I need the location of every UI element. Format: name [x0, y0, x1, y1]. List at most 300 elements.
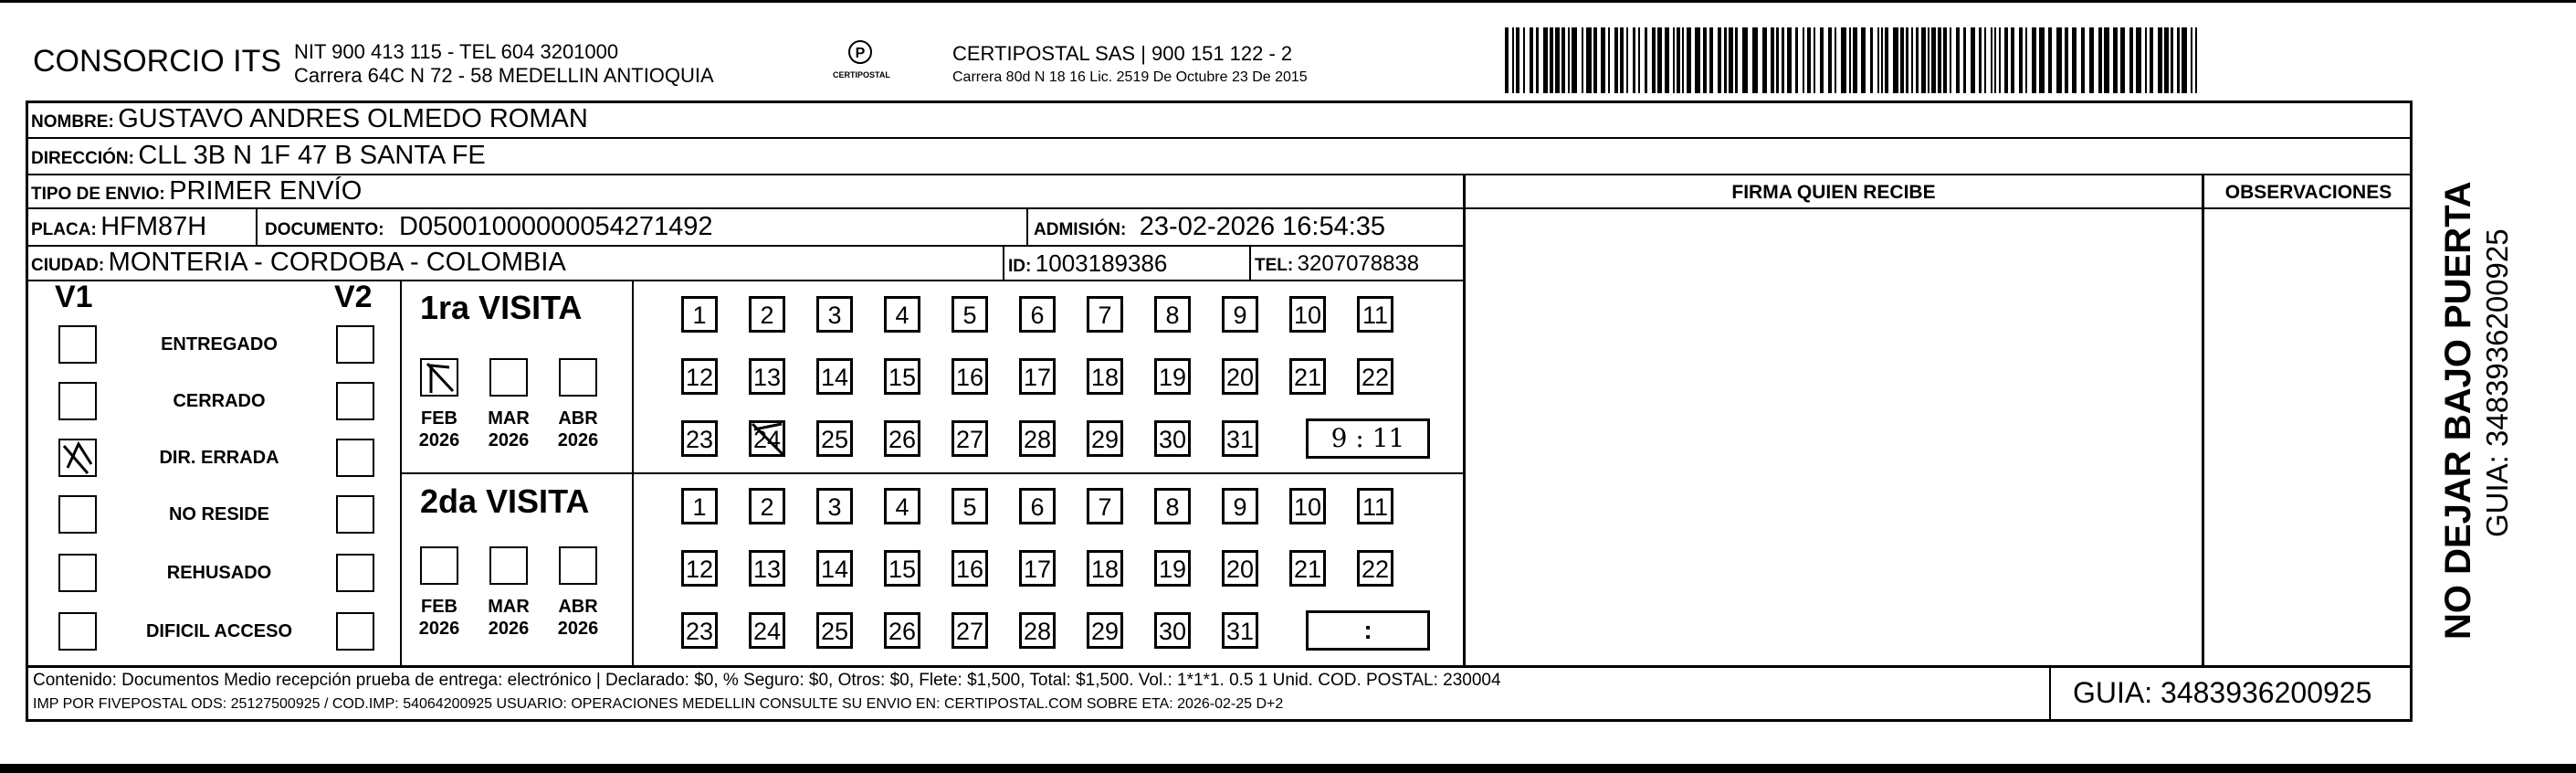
barcode-bar: [1835, 27, 1836, 93]
day-number: 30: [1158, 618, 1187, 645]
observations-header: OBSERVACIONES: [2224, 182, 2392, 203]
tel-row: [1255, 251, 1419, 277]
day-box[interactable]: [1289, 296, 1326, 333]
day-number: 28: [1023, 618, 1052, 645]
day-box[interactable]: [1289, 550, 1326, 587]
status-label: CERRADO: [173, 391, 266, 411]
day-number: 27: [955, 426, 984, 453]
day-box[interactable]: [884, 488, 920, 524]
col-line: [1003, 245, 1004, 280]
barcode-bar: [1979, 27, 1982, 93]
day-box[interactable]: [749, 488, 785, 524]
day-number: 21: [1293, 556, 1322, 583]
day-number: 10: [1293, 302, 1322, 329]
second-visit-time-sep: :: [1363, 616, 1372, 644]
plate-label: PLACA:: [31, 220, 97, 239]
barcode-bar: [1645, 27, 1647, 93]
check-mark-icon: [749, 420, 787, 459]
barcode-bar: [1861, 27, 1866, 93]
day-box[interactable]: [1357, 550, 1393, 587]
barcode-bar: [1695, 27, 1700, 93]
day-box[interactable]: [749, 296, 785, 333]
day-number: 24: [752, 426, 782, 453]
day-box[interactable]: [952, 358, 988, 395]
barcode-bar: [2158, 27, 2162, 93]
send-type-row: [31, 176, 362, 206]
day-number: 21: [1293, 364, 1322, 391]
barcode-bar: [1735, 27, 1738, 93]
footer-line2: IMP POR FIVEPOSTAL ODS: 25127500925 / COD.IMP: 54064200925 USUARIO: OPERACIONES MEDELLIN CONSULTE SU ENVIO EN: CERTIPOSTAL.COM SOBRE ETA: 2026-02-25 D+2: [33, 696, 1284, 712]
day-number: 20: [1225, 364, 1255, 391]
day-box[interactable]: [884, 612, 920, 649]
day-box[interactable]: [1154, 550, 1191, 587]
barcode-bar: [1752, 27, 1758, 93]
v1-label: V1: [55, 280, 93, 314]
month-name: MAR: [488, 408, 530, 429]
v1-checkbox[interactable]: [58, 439, 97, 477]
barcode-bar: [1516, 27, 1519, 93]
day-number: 18: [1090, 556, 1120, 583]
day-box[interactable]: [1154, 488, 1191, 524]
col-line: [2049, 665, 2051, 722]
second-visit-time-box[interactable]: [1306, 610, 1430, 651]
day-box[interactable]: [1289, 488, 1326, 524]
barcode-bar: [1877, 27, 1879, 93]
barcode-bar: [1776, 27, 1779, 93]
day-number: 18: [1090, 364, 1120, 391]
name-value: GUSTAVO ANDRES OLMEDO ROMAN: [118, 104, 588, 133]
day-number: 11: [1362, 302, 1389, 329]
row-line: [26, 137, 2413, 139]
day-number: 17: [1023, 364, 1052, 391]
barcode-bar: [1555, 27, 1560, 93]
barcode-bar: [2145, 27, 2147, 93]
day-box[interactable]: [816, 358, 853, 395]
day-box[interactable]: [1222, 612, 1258, 649]
day-box[interactable]: [1019, 488, 1056, 524]
barcode-bar: [1536, 27, 1539, 93]
id-row: [1008, 249, 1167, 278]
footer-line1: Contenido: Documentos Medio recepción prueba de entrega: electrónico | Declarado: $0, % Seguro: $0, Otros: $0, Flete: $1,500, Total: $1,500. Vol.: 1*1*1. 0.5 1 Unid. COD. POSTAL: 230004: [33, 671, 1501, 690]
row-line: [400, 472, 1465, 474]
day-box[interactable]: [1154, 296, 1191, 333]
barcode-bar: [1620, 27, 1624, 93]
day-number: 15: [888, 556, 917, 583]
day-number: 11: [1362, 493, 1389, 521]
barcode-bar: [2025, 27, 2027, 93]
barcode-bar: [2098, 27, 2102, 93]
barcode-bar: [2089, 27, 2094, 93]
month-checkbox[interactable]: [420, 358, 458, 397]
day-number: 26: [888, 426, 917, 453]
document-label: DOCUMENTO:: [265, 220, 384, 239]
day-box[interactable]: [1019, 550, 1056, 587]
barcode-bar: [2019, 27, 2023, 93]
barcode-bar: [1950, 27, 1951, 93]
document-value: D05001000000054271492: [399, 212, 713, 241]
barcode-bar: [1593, 27, 1597, 93]
day-number: 24: [752, 618, 782, 645]
day-number: 19: [1158, 364, 1187, 391]
month-year: 2026: [557, 619, 599, 639]
barcode-bar: [1543, 27, 1548, 93]
barcode-bar: [2113, 27, 2118, 93]
day-box[interactable]: [816, 488, 853, 524]
day-box[interactable]: [749, 358, 785, 395]
day-box[interactable]: [1019, 612, 1056, 649]
day-box[interactable]: [1087, 488, 1123, 524]
day-box[interactable]: [1019, 420, 1056, 457]
v1-checkbox[interactable]: [58, 382, 97, 420]
day-box[interactable]: [1154, 420, 1191, 457]
address-value: CLL 3B N 1F 47 B SANTA FE: [138, 141, 486, 170]
month-label: [551, 408, 605, 451]
logo: [833, 38, 888, 93]
day-number: 26: [888, 618, 917, 645]
barcode-bar: [1916, 27, 1919, 93]
check-mark-icon: [422, 360, 458, 397]
status-label: DIR. ERRADA: [159, 448, 279, 468]
barcode-bar: [2081, 27, 2085, 93]
barcode-bar: [2171, 27, 2173, 93]
month-year: 2026: [418, 619, 460, 639]
day-number: 29: [1090, 426, 1120, 453]
day-box[interactable]: [681, 550, 718, 587]
day-box[interactable]: [681, 358, 718, 395]
day-number: 25: [820, 618, 849, 645]
month-checkbox[interactable]: [559, 546, 597, 585]
v2-checkbox[interactable]: [336, 612, 374, 651]
row-line: [1463, 207, 2413, 209]
top-rule: [0, 0, 2576, 3]
admission-value: 23-02-2026 16:54:35: [1139, 212, 1386, 241]
day-box[interactable]: [952, 612, 988, 649]
barcode-bar: [1803, 27, 1804, 93]
status-label: NO RESIDE: [168, 504, 270, 524]
day-box[interactable]: [952, 550, 988, 587]
day-box[interactable]: [816, 612, 853, 649]
barcode-bar: [1787, 27, 1792, 93]
day-number: 12: [685, 364, 714, 391]
day-box[interactable]: [749, 420, 785, 457]
barcode-bar: [1550, 27, 1553, 93]
day-box[interactable]: [884, 550, 920, 587]
row-line: [26, 280, 1465, 281]
day-number: 23: [685, 618, 714, 645]
day-box[interactable]: [1019, 296, 1056, 333]
v1-checkbox[interactable]: [58, 612, 97, 651]
barcode-bar: [1771, 27, 1774, 93]
v1-checkbox[interactable]: [58, 554, 97, 592]
svg-text:P: P: [855, 46, 866, 61]
barcode-bar: [1921, 27, 1926, 93]
barcode-bar: [2011, 27, 2014, 93]
barcode-bar: [1762, 27, 1767, 93]
day-box[interactable]: [1087, 550, 1123, 587]
day-box[interactable]: [1289, 358, 1326, 395]
barcode-bar: [1729, 27, 1733, 93]
day-number: 23: [685, 426, 714, 453]
day-number: 6: [1030, 493, 1045, 521]
col-line: [256, 208, 258, 245]
day-number: 1: [692, 302, 707, 329]
barcode-bar: [2104, 27, 2109, 93]
v1-checkbox[interactable]: [58, 325, 97, 364]
barcode-bar: [1582, 27, 1583, 93]
day-box[interactable]: [1357, 358, 1393, 395]
name-row: [31, 104, 588, 134]
day-number: 12: [685, 556, 714, 583]
day-box[interactable]: [884, 358, 920, 395]
barcode-bar: [2039, 27, 2045, 93]
v1-checkbox[interactable]: [58, 495, 97, 534]
barcode-bar: [2150, 27, 2153, 93]
day-number: 14: [820, 364, 849, 391]
day-number: 7: [1098, 302, 1112, 329]
month-label: [481, 596, 536, 640]
tel-value: 3207078838: [1297, 251, 1420, 276]
logo-text: CERTIPOSTAL: [833, 70, 890, 79]
day-number: 3: [827, 493, 842, 521]
barcode-bar: [1677, 27, 1680, 93]
v2-checkbox[interactable]: [336, 382, 374, 420]
day-box[interactable]: [1087, 358, 1123, 395]
barcode-bar: [1682, 27, 1684, 93]
day-number: 22: [1361, 364, 1390, 391]
no-dejar-text: NO DEJAR BAJO PUERTA: [2438, 181, 2478, 640]
day-number: 14: [820, 556, 849, 583]
col-line: [1249, 245, 1251, 280]
barcode-bar: [1906, 27, 1908, 93]
barcode-bar: [1673, 27, 1675, 93]
day-box[interactable]: [952, 420, 988, 457]
v2-checkbox[interactable]: [336, 439, 374, 477]
barcode-bar: [2191, 27, 2192, 93]
barcode-bar: [1828, 27, 1832, 93]
day-box[interactable]: [1222, 420, 1258, 457]
city-row: [31, 248, 566, 278]
day-box[interactable]: [1222, 550, 1258, 587]
sender-name: CONSORCIO ITS: [33, 44, 282, 79]
barcode-bar: [1687, 27, 1691, 93]
month-name: FEB: [421, 597, 457, 617]
id-label: ID:: [1008, 257, 1032, 276]
barcode-bar: [1586, 27, 1592, 93]
footer-guide-box: GUIA: 3483936200925: [2073, 676, 2372, 709]
month-name: ABR: [558, 408, 598, 429]
day-box[interactable]: [884, 296, 920, 333]
barcode-bar: [2182, 27, 2187, 93]
plate-value: HFM87H: [100, 212, 207, 241]
barcode-bar: [1971, 27, 1975, 93]
address-row: [31, 141, 486, 171]
barcode-bar: [1900, 27, 1904, 93]
barcode-bar: [1561, 27, 1565, 93]
month-checkbox[interactable]: [420, 546, 458, 585]
day-box[interactable]: [1222, 358, 1258, 395]
barcode-bar: [1709, 27, 1713, 93]
day-number: 13: [752, 364, 782, 391]
day-number: 8: [1165, 302, 1180, 329]
address-label: DIRECCIÓN:: [31, 149, 134, 168]
day-box[interactable]: [1222, 296, 1258, 333]
barcode-bar: [1614, 27, 1618, 93]
month-name: FEB: [421, 408, 457, 429]
col-line: [1026, 208, 1028, 245]
day-number: 27: [955, 618, 984, 645]
barcode-bar: [1652, 27, 1656, 93]
day-number: 5: [962, 302, 977, 329]
day-number: 5: [962, 493, 977, 521]
day-box[interactable]: [1222, 488, 1258, 524]
first-visit-time-box[interactable]: [1306, 418, 1430, 459]
day-box[interactable]: [1154, 358, 1191, 395]
id-value: 1003189386: [1035, 249, 1168, 277]
v2-checkbox[interactable]: [336, 554, 374, 592]
barcode-bar: [1657, 27, 1662, 93]
barcode-bar: [2065, 27, 2068, 93]
barcode-bar: [1505, 27, 1509, 93]
barcode-bar: [1568, 27, 1570, 93]
side-guide-text: GUIA: 3483936200925: [2480, 228, 2514, 537]
month-checkbox[interactable]: [489, 546, 528, 585]
day-box[interactable]: [681, 488, 718, 524]
bottom-rule: [0, 764, 2576, 773]
day-number: 3: [827, 302, 842, 329]
barcode-bar: [1893, 27, 1898, 93]
barcode-bar: [1626, 27, 1628, 93]
v2-checkbox[interactable]: [336, 495, 374, 534]
day-box[interactable]: [816, 296, 853, 333]
row-line: [26, 665, 2413, 668]
document-row: [265, 212, 713, 242]
day-number: 31: [1225, 426, 1255, 453]
day-box[interactable]: [952, 296, 988, 333]
day-box[interactable]: [681, 420, 718, 457]
city-value: MONTERIA - CORDOBA - COLOMBIA: [108, 248, 566, 277]
first-visit-time-sep: :: [1355, 423, 1364, 453]
day-number: 20: [1225, 556, 1255, 583]
carrier-line1: CERTIPOSTAL SAS | 900 151 122 - 2: [952, 42, 1293, 65]
barcode-bar: [1572, 27, 1577, 93]
day-box[interactable]: [1154, 612, 1191, 649]
day-number: 9: [1233, 302, 1247, 329]
barcode-bar: [1814, 27, 1815, 93]
barcode: [1505, 27, 2201, 93]
barcode-bar: [1943, 27, 1947, 93]
month-year: 2026: [488, 619, 530, 639]
barcode-bar: [2120, 27, 2125, 93]
day-box[interactable]: [816, 550, 853, 587]
barcode-bar: [1608, 27, 1610, 93]
barcode-bar: [2004, 27, 2008, 93]
barcode-bar: [1703, 27, 1707, 93]
day-box[interactable]: [1357, 488, 1393, 524]
city-label: CIUDAD:: [31, 256, 105, 275]
day-box[interactable]: [1019, 358, 1056, 395]
day-box[interactable]: [681, 296, 718, 333]
day-box[interactable]: [1087, 296, 1123, 333]
day-box[interactable]: [681, 612, 718, 649]
month-name: MAR: [488, 597, 530, 617]
day-box[interactable]: [749, 612, 785, 649]
day-box[interactable]: [1087, 612, 1123, 649]
barcode-bar: [1601, 27, 1605, 93]
barcode-bar: [1530, 27, 1533, 93]
barcode-bar: [2177, 27, 2180, 93]
day-number: 22: [1361, 556, 1390, 583]
month-label: [551, 596, 605, 640]
day-number: 9: [1233, 493, 1247, 521]
day-number: 17: [1023, 556, 1052, 583]
month-year: 2026: [418, 430, 460, 450]
barcode-bar: [1984, 27, 1986, 93]
barcode-bar: [1885, 27, 1888, 93]
barcode-bar: [1841, 27, 1846, 93]
name-label: NOMBRE:: [31, 112, 114, 132]
day-box[interactable]: [952, 488, 988, 524]
day-number: 2: [760, 493, 774, 521]
month-checkbox[interactable]: [559, 358, 597, 397]
barcode-bar: [1512, 27, 1514, 93]
barcode-bar: [1724, 27, 1727, 93]
v2-checkbox[interactable]: [336, 325, 374, 364]
month-name: ABR: [558, 597, 598, 617]
day-number: 2: [760, 302, 774, 329]
barcode-bar: [2032, 27, 2036, 93]
status-label: DIFICIL ACCESO: [145, 621, 292, 641]
status-label: REHUSADO: [166, 563, 272, 583]
barcode-bar: [1931, 27, 1936, 93]
row-line: [26, 207, 1465, 209]
month-label: [412, 408, 467, 451]
admission-label: ADMISIÓN:: [1034, 220, 1127, 239]
month-checkbox[interactable]: [489, 358, 528, 397]
day-number: 28: [1023, 426, 1052, 453]
barcode-bar: [1633, 27, 1635, 93]
day-number: 13: [752, 556, 782, 583]
day-number: 1: [692, 493, 707, 521]
day-box[interactable]: [1357, 296, 1393, 333]
day-number: 16: [955, 556, 984, 583]
month-label: [481, 408, 536, 451]
barcode-bar: [1870, 27, 1873, 93]
first-visit-time-hour: 9: [1330, 423, 1348, 453]
day-box[interactable]: [1087, 420, 1123, 457]
tel-label: TEL:: [1255, 256, 1294, 275]
sender-address: Carrera 64C N 72 - 58 MEDELLIN ANTIOQUIA: [294, 64, 714, 87]
barcode-bar: [2056, 27, 2062, 93]
signature-header: FIRMA QUIEN RECIBE: [1731, 182, 1936, 203]
barcode-bar: [2129, 27, 2133, 93]
day-box[interactable]: [749, 550, 785, 587]
day-box[interactable]: [816, 420, 853, 457]
carrier-line2: Carrera 80d N 18 16 Lic. 2519 De Octubre 23 De 2015: [952, 69, 1308, 85]
day-box[interactable]: [884, 420, 920, 457]
barcode-bar: [1849, 27, 1851, 93]
barcode-bar: [1795, 27, 1798, 93]
barcode-bar: [1881, 27, 1883, 93]
barcode-bar: [1991, 27, 1992, 93]
barcode-bar: [1853, 27, 1857, 93]
barcode-bar: [2072, 27, 2077, 93]
barcode-bar: [1911, 27, 1913, 93]
barcode-bar: [1523, 27, 1525, 93]
sender-nit: NIT 900 413 115 - TEL 604 3201000: [294, 40, 619, 63]
first-visit-time-min: 11: [1372, 423, 1405, 453]
barcode-bar: [2136, 27, 2141, 93]
day-number: 10: [1293, 493, 1322, 521]
